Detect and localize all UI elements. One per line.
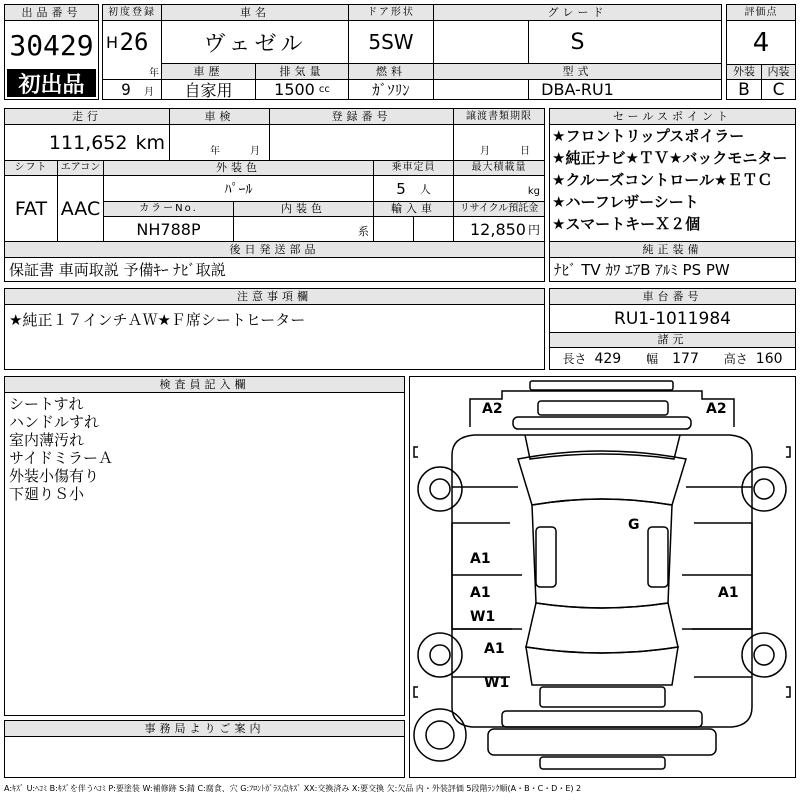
height-dim xyxy=(724,350,783,367)
interior-color-unit: 系 xyxy=(358,225,369,238)
first-reg-label: 初度登録 xyxy=(103,5,161,20)
notes-value: ★純正１７インチＡＷ★Ｆ席シートヒーター xyxy=(9,311,306,329)
displacement-value xyxy=(256,80,348,99)
load-unit: kg xyxy=(527,185,540,197)
year-unit: 年 xyxy=(149,67,159,77)
length-dim xyxy=(562,350,621,367)
recycle-value xyxy=(454,217,544,241)
spare-wheel xyxy=(414,709,466,761)
ac-value: AAC xyxy=(60,197,101,220)
notes-label: 注意事項欄 xyxy=(5,289,544,304)
door-label: ドア形状 xyxy=(349,5,433,20)
inspection-year-unit: 年 xyxy=(210,145,220,157)
wheel-rear-left xyxy=(418,633,462,677)
interior-color-label: 内装色 xyxy=(234,202,373,216)
transfer-day-unit: 日 xyxy=(520,145,530,157)
height-label: 高さ xyxy=(723,352,748,366)
score-value: 4 xyxy=(752,27,770,58)
grade-label: グレード xyxy=(434,5,721,20)
length-value: 429 xyxy=(594,351,622,367)
mileage-value xyxy=(5,125,169,160)
wheel-rear-right xyxy=(742,633,786,677)
exterior-label: 外装 xyxy=(727,65,761,79)
score-label: 評価点 xyxy=(727,5,795,20)
mileage-unit: km xyxy=(135,131,165,154)
sales-point-item: ★フロントリップスポイラー xyxy=(552,127,745,145)
front-grille xyxy=(538,401,668,415)
car-name-label: 車名 xyxy=(162,5,348,20)
mark-left-front-door: A1 xyxy=(470,551,491,567)
mark-left-rear-door-a: A1 xyxy=(470,585,491,601)
inspector-line: 外装小傷有り xyxy=(9,467,100,485)
score-section xyxy=(726,4,796,100)
mark-right-rear: A1 xyxy=(718,585,739,601)
inspector-section xyxy=(4,376,405,716)
capacity-unit: 人 xyxy=(419,182,431,196)
mileage-number: 111,652 xyxy=(48,131,128,154)
exterior-grade: B xyxy=(738,80,750,99)
load-label: 最大積載量 xyxy=(454,161,544,175)
wheel-front-right xyxy=(742,467,786,511)
chassis-label: 車台番号 xyxy=(550,289,795,304)
inspector-label: 検査員記入欄 xyxy=(5,377,404,392)
year-value: 26 xyxy=(119,28,149,56)
rear-plate xyxy=(540,687,665,707)
rear-underbody xyxy=(488,729,716,755)
right-front-door xyxy=(682,523,752,575)
capacity-number: 5 xyxy=(396,179,406,198)
lot-label: 出品番号 xyxy=(5,5,98,21)
interior-grade: C xyxy=(772,80,785,99)
front-bumper xyxy=(470,391,734,427)
plate-label: 登録番号 xyxy=(270,109,453,124)
ac-label: エアコン xyxy=(58,161,103,175)
equipment-label: 純正装備 xyxy=(550,242,795,257)
sales-points-list xyxy=(550,127,795,241)
color-no-value: NH788P xyxy=(136,219,201,239)
lot-number: 30429 xyxy=(9,28,94,62)
history-label: 車歴 xyxy=(162,64,255,79)
displacement-unit: cc xyxy=(318,84,330,95)
legend: A:ｷｽﾞ U:ﾍｺﾐ B:ｷｽﾞを伴うﾍｺﾐ P:要塗装 W:補修跡 S:錆 C:腐食、穴 G:ﾌﾛﾝﾄｶﾞﾗｽ点ｷｽﾞ XX:交換済み X:要交換 欠:欠品 内・外装評価 5段階ﾗﾝｸ順(A・B・C・D・E) 2 xyxy=(4,784,582,793)
shift-value: FAT xyxy=(14,197,48,220)
model-label: 型式 xyxy=(434,64,721,79)
vehicle-header xyxy=(102,4,722,100)
displacement-number: 1500 xyxy=(274,80,315,99)
sales-point-item: ★クルーズコントロール★ＥＴＣ xyxy=(552,171,773,189)
later-docs-value: 保証書 車両取説 予備ｷｰ ﾅﾋﾞ取説 xyxy=(9,261,226,279)
door-value: 5SW xyxy=(368,30,414,54)
inspection-label: 車検 xyxy=(170,109,269,124)
transfer-month-unit: 月 xyxy=(480,145,490,157)
shift-label: シフト xyxy=(5,161,57,175)
sales-point-item: ★スマートキーＸ２個 xyxy=(552,215,701,233)
windshield xyxy=(518,451,686,505)
displacement-label: 排気量 xyxy=(256,64,348,79)
office-section xyxy=(4,720,405,778)
roof xyxy=(532,499,672,608)
rear-window xyxy=(526,603,678,653)
wheel-front-left xyxy=(418,467,462,511)
car-diagram xyxy=(409,376,796,778)
mark-left-quarter-a: A1 xyxy=(484,641,505,657)
inspector-line: シートすれ xyxy=(9,395,84,413)
recycle-number: 12,850 xyxy=(470,219,526,239)
model-value: DBA-RU1 xyxy=(541,80,614,99)
office-label: 事務局よりご案内 xyxy=(5,721,404,736)
fuel-label: 燃料 xyxy=(349,64,433,79)
history-value: 自家用 xyxy=(184,81,233,99)
mark-front-right: A2 xyxy=(706,401,727,417)
hood xyxy=(525,435,680,459)
fuel-value: ｶﾞｿﾘﾝ xyxy=(372,81,410,99)
recycle-unit: 円 xyxy=(527,222,540,237)
left-front-door xyxy=(452,523,522,575)
month-unit: 月 xyxy=(144,87,154,98)
transfer-label: 譲渡書類期限 xyxy=(454,109,544,124)
color-value: ﾊﾟｰﾙ xyxy=(224,181,253,198)
sales-point-item: ★純正ナビ★ＴＶ★バックモニター xyxy=(552,149,788,167)
recycle-label: リサイクル預託金 xyxy=(454,202,544,216)
details-section xyxy=(4,108,545,282)
sales-points-section xyxy=(549,108,796,282)
month-value: 9 xyxy=(121,80,131,99)
right-rear-door xyxy=(682,575,752,629)
color-no-label: カラーNo. xyxy=(104,202,233,216)
width-dim xyxy=(646,350,699,367)
chassis-number: RU1-1011984 xyxy=(614,308,731,329)
length-label: 長さ xyxy=(562,352,587,366)
inspector-line: 室内薄汚れ xyxy=(9,431,85,449)
lot-section xyxy=(4,4,99,100)
dims-row xyxy=(550,348,795,369)
mileage-label: 走行 xyxy=(5,109,169,124)
mark-roof: G xyxy=(628,517,640,533)
interior-label: 内装 xyxy=(762,65,795,79)
width-label: 幅 xyxy=(646,352,659,366)
height-value: 160 xyxy=(755,351,783,367)
mark-left-quarter-w: W1 xyxy=(484,675,510,691)
capacity-label: 乗車定員 xyxy=(374,161,453,175)
era: H xyxy=(105,32,119,52)
width-value: 177 xyxy=(672,351,699,367)
mark-front-left: A2 xyxy=(482,401,503,417)
front-lower-grille xyxy=(513,417,691,429)
inspector-line: サイドミラーＡ xyxy=(9,449,113,467)
rear-bumper xyxy=(502,711,702,727)
right-quarter xyxy=(692,629,752,677)
car-diagram-drawing xyxy=(410,377,795,777)
inspector-line: ハンドルすれ xyxy=(9,413,100,431)
grade-value: S xyxy=(570,29,585,55)
first-listing-badge: 初出品 xyxy=(7,69,96,97)
import-label: 輸入車 xyxy=(374,202,453,216)
tailgate xyxy=(526,647,678,685)
front-plate xyxy=(530,381,673,390)
equipment-value: ﾅﾋﾞ TV ｶﾜ ｴｱB ｱﾙﾐ PS PW xyxy=(554,261,730,279)
sales-point-item: ★ハーフレザーシート xyxy=(552,193,699,211)
color-label: 外装色 xyxy=(104,161,373,175)
inspector-line: 下廻りＳ小 xyxy=(9,485,85,503)
inspection-month-unit: 月 xyxy=(250,145,260,157)
notes-section xyxy=(4,288,545,370)
mark-left-rear-door-w: W1 xyxy=(470,609,496,625)
car-name: ヴェゼル xyxy=(203,31,307,57)
chassis-section xyxy=(549,288,796,370)
capacity-value xyxy=(374,176,453,201)
dims-label: 諸元 xyxy=(550,333,795,347)
later-docs-label: 後日発送部品 xyxy=(5,242,544,257)
sales-points-label: セールスポイント xyxy=(550,109,795,124)
